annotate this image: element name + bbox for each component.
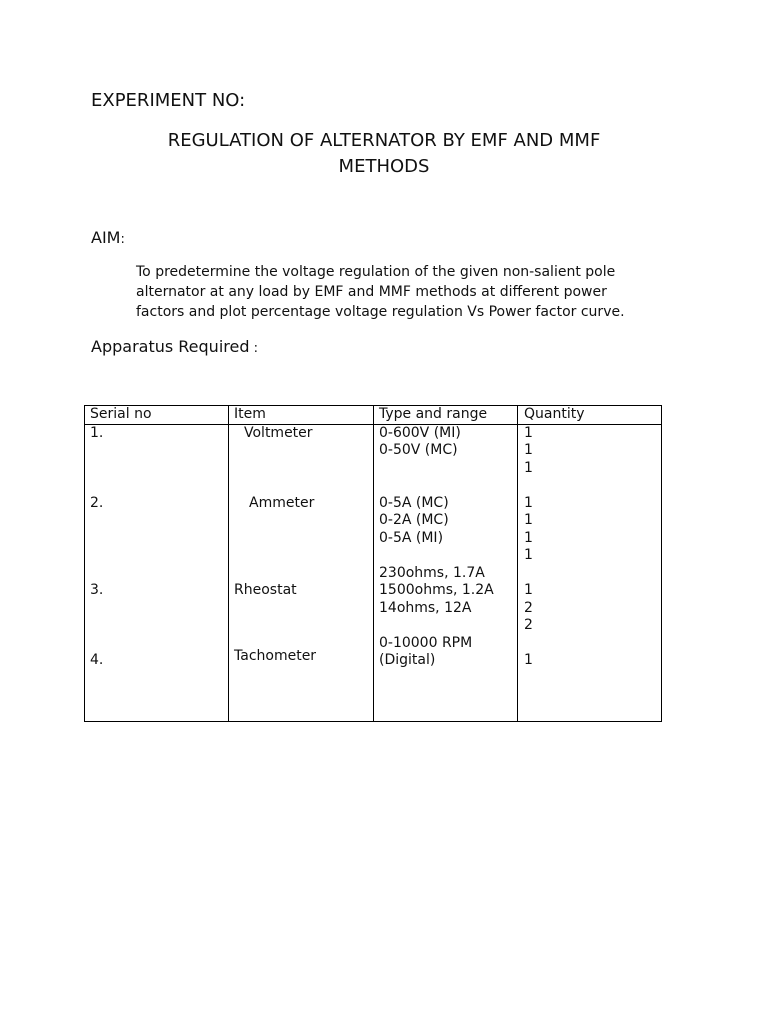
item-cell: Voltmeter [244,425,313,441]
quantity-cell: 1 [524,512,533,528]
header-divider [85,424,661,425]
header-quantity: Quantity [524,406,585,422]
quantity-cell: 1 [524,652,533,668]
aim-text-line-1: To predetermine the voltage regulation of the given non-salient pole [136,264,616,280]
aim-colon: : [120,232,125,247]
range-cell: 1500ohms, 1.2A [379,582,494,598]
apparatus-heading [91,337,258,356]
item-cell: Rheostat [234,582,297,598]
quantity-cell: 1 [524,530,533,546]
serial-cell: 2. [90,495,104,511]
quantity-cell: 2 [524,617,533,633]
column-divider [228,406,229,721]
apparatus-colon: : [249,341,259,356]
quantity-cell: 1 [524,460,533,476]
header-type-and-range: Type and range [379,406,488,422]
item-cell: Ammeter [249,495,315,511]
serial-cell: 1. [90,425,104,441]
quantity-cell: 1 [524,442,533,458]
item-cell: Tachometer [234,648,317,664]
apparatus-label: Apparatus Required [91,337,250,356]
range-cell: 0-50V (MC) [379,442,458,458]
column-divider [373,406,374,721]
title-line-1: REGULATION OF ALTERNATOR BY EMF AND MMF [167,130,601,151]
range-cell: (Digital) [379,652,436,668]
quantity-cell: 2 [524,600,533,616]
apparatus-table [84,405,662,722]
quantity-cell: 1 [524,582,533,598]
range-cell: 0-5A (MC) [379,495,449,511]
quantity-cell: 1 [524,495,533,511]
range-cell: 230ohms, 1.7A [379,565,485,581]
header-serial-no: Serial no [90,406,152,422]
range-cell: 0-600V (MI) [379,425,461,441]
range-cell: 0-10000 RPM [379,635,473,651]
quantity-cell: 1 [524,547,533,563]
range-cell: 0-2A (MC) [379,512,449,528]
title-line-2: METHODS [338,156,430,177]
serial-cell: 4. [90,652,104,668]
column-divider [517,406,518,721]
serial-cell: 3. [90,582,104,598]
aim-text-line-2: alternator at any load by EMF and MMF methods at different power [136,284,607,300]
experiment-number-heading: EXPERIMENT NO: [91,90,246,111]
header-item: Item [234,406,266,422]
aim-heading [91,228,125,247]
range-cell: 0-5A (MI) [379,530,444,546]
range-cell: 14ohms, 12A [379,600,472,616]
quantity-cell: 1 [524,425,533,441]
aim-text-line-3: factors and plot percentage voltage regulation Vs Power factor curve. [136,304,625,320]
aim-label: AIM [91,228,121,247]
